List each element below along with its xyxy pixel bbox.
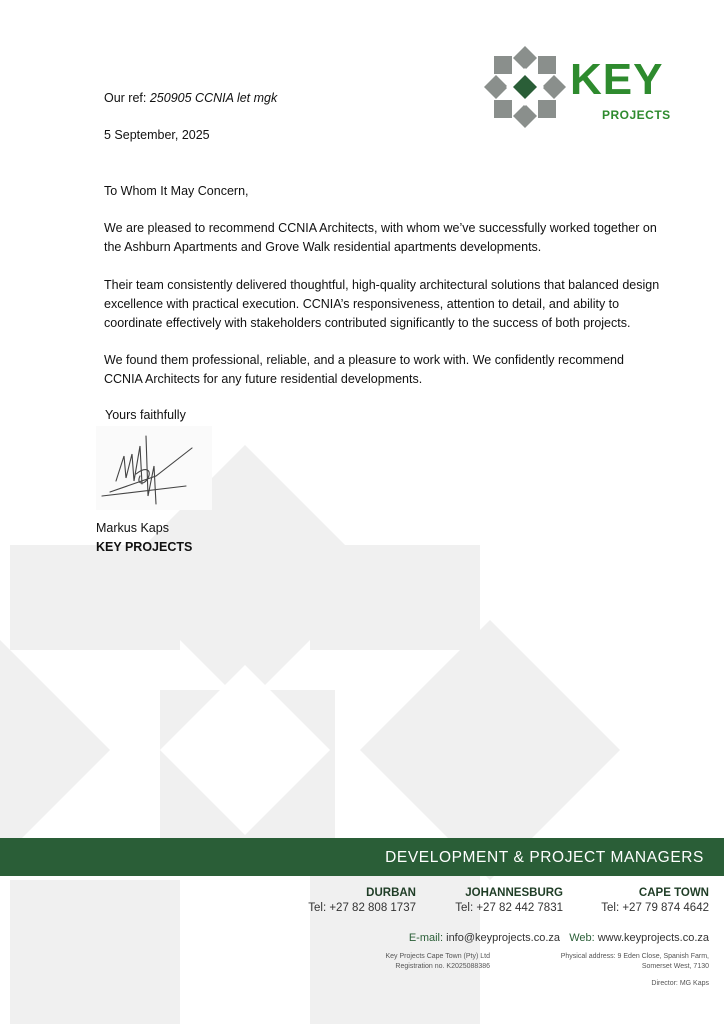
- email-link[interactable]: info@keyprojects.co.za: [446, 932, 561, 944]
- address-line-2: Somerset West, 7130: [641, 963, 709, 970]
- office-city: JOHANNESBURG: [465, 887, 563, 899]
- logo-key-text: KEY: [570, 55, 664, 104]
- office-phone: Tel: +27 82 808 1737: [308, 902, 416, 914]
- logo-emblem-icon: [482, 44, 568, 130]
- email-label: E-mail:: [408, 932, 444, 944]
- key-projects-logo: [482, 44, 692, 130]
- salutation: To Whom It May Concern,: [104, 184, 249, 198]
- physical-address: [529, 952, 709, 972]
- paragraph-2: Their team consistently delivered thoughtful, high-quality architectural solutions that balanced design excellence with practical execution. CCNIA’s responsiveness, attention to detail, and ability to coordinate effectively with stakeholders contributed significantly to the success of both projects.: [104, 278, 660, 330]
- reference-label: Our ref:: [104, 91, 147, 105]
- director-info: Director: MG Kaps: [651, 980, 709, 987]
- address-line-1: Physical address: 9 Eden Close, Spanish Farm,: [560, 953, 709, 960]
- office-phone: Tel: +27 82 442 7831: [455, 902, 563, 914]
- signer-name: Markus Kaps: [96, 521, 169, 535]
- web-link[interactable]: www.keyprojects.co.za: [597, 932, 709, 944]
- paragraph-3: We found them professional, reliable, and a pleasure to work with. We confidently recommend CCNIA Architects for any future residential developments.: [104, 353, 624, 386]
- office-cape-town: [601, 886, 709, 916]
- office-city: CAPE TOWN: [638, 887, 709, 899]
- footer-tagline: DEVELOPMENT & PROJECT MANAGERS: [385, 849, 704, 866]
- registration-info: [330, 952, 490, 972]
- letter-date: 5 September, 2025: [104, 128, 210, 142]
- office-johannesburg: [455, 886, 563, 916]
- office-phone: Tel: +27 79 874 4642: [601, 902, 709, 914]
- contact-line: [409, 932, 709, 944]
- office-city: DURBAN: [366, 887, 416, 899]
- office-durban: [308, 886, 416, 916]
- web-label: Web:: [569, 932, 595, 944]
- signer-company: KEY PROJECTS: [96, 540, 193, 554]
- registration-line-1: Key Projects Cape Town (Pty) Ltd: [385, 953, 490, 960]
- footer-band: [0, 838, 724, 876]
- paragraph-1: We are pleased to recommend CCNIA Architects, with whom we’ve successfully worked together on the Ashburn Apartments and Grove Walk residential apartments developments.: [104, 221, 657, 254]
- registration-line-2: Registration no. K2025088386: [395, 963, 490, 970]
- reference-value: 250905 CCNIA let mgk: [149, 91, 278, 105]
- reference-line: [104, 89, 277, 108]
- closing: Yours faithfully: [105, 408, 186, 422]
- signature-image: [96, 426, 212, 510]
- logo-projects-text: PROJECTS: [602, 108, 671, 122]
